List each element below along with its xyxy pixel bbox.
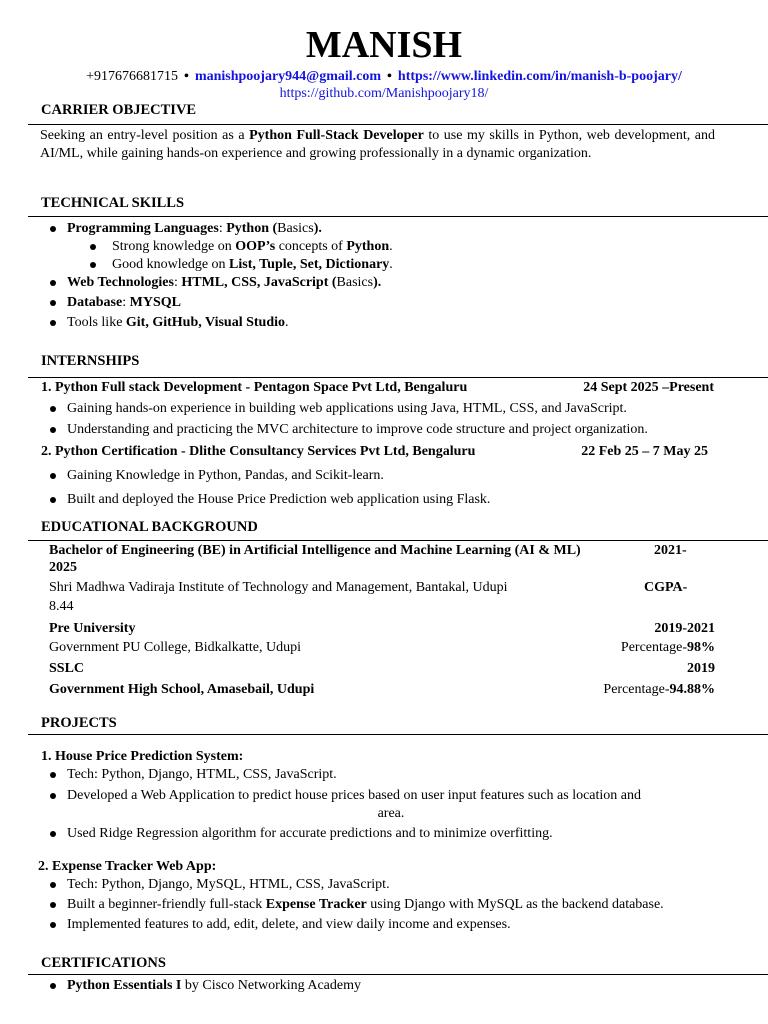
skill-value: Python ( [226,221,278,236]
sslc-row [49,660,715,678]
project-title: 1. House Price Prediction System: [41,749,244,764]
skills-sublist [86,238,716,274]
skill-punct: . [389,257,393,272]
pu-title: Pre University [49,621,136,636]
section-title-education: EDUCATIONAL BACKGROUND [41,519,258,535]
section-divider [28,974,768,975]
phone-number: +917676681715 [86,69,179,84]
skill-emph: Python [346,239,390,254]
skill-text: concepts of [275,239,347,254]
project-bullet-line: area. [377,806,405,821]
skill-emph: List, Tuple, Set, Dictionary [229,257,390,272]
skill-label: Web Technologies [67,275,174,290]
internship-date: 22 Feb 25 – 7 May 25 [581,444,708,459]
pu-year: 2019-2021 [654,621,715,636]
internship-1-header [41,379,714,397]
objective-role: Python Full-Stack Developer [249,128,424,143]
section-title-projects: PROJECTS [41,715,117,731]
skill-database: Database: MYSQL [40,294,720,312]
project-bullet: Tech: Python, Django, MySQL, HTML, CSS, JavaScript. [40,876,730,894]
be-college: Shri Madhwa Vadiraja Institute of Technology and Management, Bantakal, Udupi [49,580,508,595]
be-year-end [49,559,77,577]
percentage-value: 98% [687,640,715,655]
objective-text [40,127,715,163]
project-bullet [40,896,730,914]
internship-bullet: Built and deployed the House Price Prediction web application using Flask. [40,491,730,509]
internship-date: 24 Sept 2025 –Present [583,380,714,395]
skill-label: Database [67,295,123,310]
internship-2-bullets [40,467,730,509]
sslc-title: SSLC [49,661,85,676]
sslc-school: Government High School, Amasebail, Udupi [49,682,315,697]
project-title: 2. Expense Tracker Web App: [38,859,217,874]
percentage-label: Percentage- [603,682,670,697]
certification-name: Python Essentials I [67,978,182,993]
project-2-bullets [40,876,730,934]
contact-line [0,68,768,102]
skill-value: Git, GitHub, Visual Studio [125,315,286,330]
github-link[interactable]: https://github.com/Manishpoojary18/ [279,86,489,101]
project-text: using Django with MySQL as the backend database. [366,897,664,912]
skill-punct: . [285,315,289,330]
skill-text: Tools like [67,315,126,330]
degree-year: 2021- [654,543,687,558]
section-title-skills: TECHNICAL SKILLS [41,195,185,211]
certification-issuer: by Cisco Networking Academy [181,978,361,993]
internship-bullet: Gaining Knowledge in Python, Pandas, and Scikit-learn. [40,467,730,485]
section-title-objective: CARRIER OBJECTIVE [41,102,197,118]
skill-punct: ). [373,275,382,290]
linkedin-link[interactable]: https://www.linkedin.com/in/manish-b-poojary/ [397,69,682,84]
project-bullet: Used Ridge Regression algorithm for accurate predictions and to minimize overfitting. [40,825,715,843]
skill-text: Good knowledge on [112,257,230,272]
skills-list-2 [40,274,720,332]
section-divider [28,377,768,378]
project-1-bullets [40,766,715,843]
skill-programming: Programming Languages: Python (Basics). [40,220,720,238]
skill-tools [40,314,720,332]
section-divider [28,216,768,217]
be-year-start [654,542,687,560]
skill-label: Programming Languages [67,221,219,236]
pu-row [49,620,715,638]
bullet-separator: • [184,69,189,84]
candidate-name: MANISH [305,24,463,66]
skill-punct: ). [313,221,322,236]
objective-text-end: to use my skills in Python, web development, and AI/ML, while gaining hands-on experience and growing professionally in a dynamic organization. [40,128,716,161]
section-title-internships: INTERNSHIPS [41,353,140,369]
sslc-row-2 [49,681,715,699]
skill-oop [86,238,716,256]
project-2-title [38,858,216,876]
internship-bullet: Understanding and practicing the MVC architecture to improve code structure and project organization. [40,421,730,439]
percentage-value: 94.88% [669,682,715,697]
email-link[interactable]: manishpoojary944@gmail.com [194,69,382,84]
internship-title: 2. Python Certification - Dlithe Consultancy Services Pvt Ltd, Bengaluru [41,444,476,459]
internship-bullet: Gaining hands-on experience in building web applications using Java, HTML, CSS, and JavaScript. [40,400,730,418]
skill-level: Basics [277,221,314,236]
internship-2-header [41,443,708,461]
certification-item [40,977,730,995]
be-cgpa-label [644,579,687,597]
project-bullet [40,787,715,823]
sslc-year: 2019 [687,661,715,676]
skill-emph: OOP’s [235,239,276,254]
project-bullet: Implemented features to add, edit, delete, and view daily income and expenses. [40,916,730,934]
project-text: Built a beginner-friendly full-stack [67,897,266,912]
project-emph: Expense Tracker [265,897,367,912]
project-1-title [41,748,243,766]
pu-row-2 [49,639,715,657]
skills-list [40,220,720,238]
skill-punct: . [389,239,393,254]
skill-level: Basics [336,275,374,290]
internship-title: 1. Python Full stack Development - Pentagon Space Pvt Ltd, Bengaluru [41,380,468,395]
be-degree [49,542,621,560]
project-bullet-line: Developed a Web Application to predict house prices based on user input features such as location and [67,788,641,803]
internship-1-bullets [40,400,730,439]
skill-value: MYSQL [129,295,181,310]
cgpa-label: CGPA- [644,580,688,595]
skill-web: Web Technologies: HTML, CSS, JavaScript (Basics). [40,274,720,292]
degree-year: 2025 [49,560,77,575]
bullet-separator: • [387,69,392,84]
skill-value: HTML, CSS, JavaScript ( [181,275,337,290]
degree-title: Bachelor of Engineering (BE) in Artificial Intelligence and Machine Learning (AI & ML) [49,543,581,558]
project-bullet: Tech: Python, Django, HTML, CSS, JavaScript. [40,766,715,784]
percentage-label: Percentage- [620,640,687,655]
sslc-percentage [603,681,715,699]
pu-percentage [621,639,715,657]
skill-datastructures [86,256,716,274]
section-divider [28,124,768,125]
pu-college: Government PU College, Bidkalkatte, Udupi [49,640,301,655]
certifications-list [40,977,730,995]
be-cgpa-value: 8.44 [49,599,74,614]
objective-text-start: Seeking an entry-level position as a [40,128,250,143]
section-title-certifications: CERTIFICATIONS [41,955,166,971]
skill-text: Strong knowledge on [112,239,236,254]
section-divider [28,540,768,541]
section-divider [28,734,768,735]
